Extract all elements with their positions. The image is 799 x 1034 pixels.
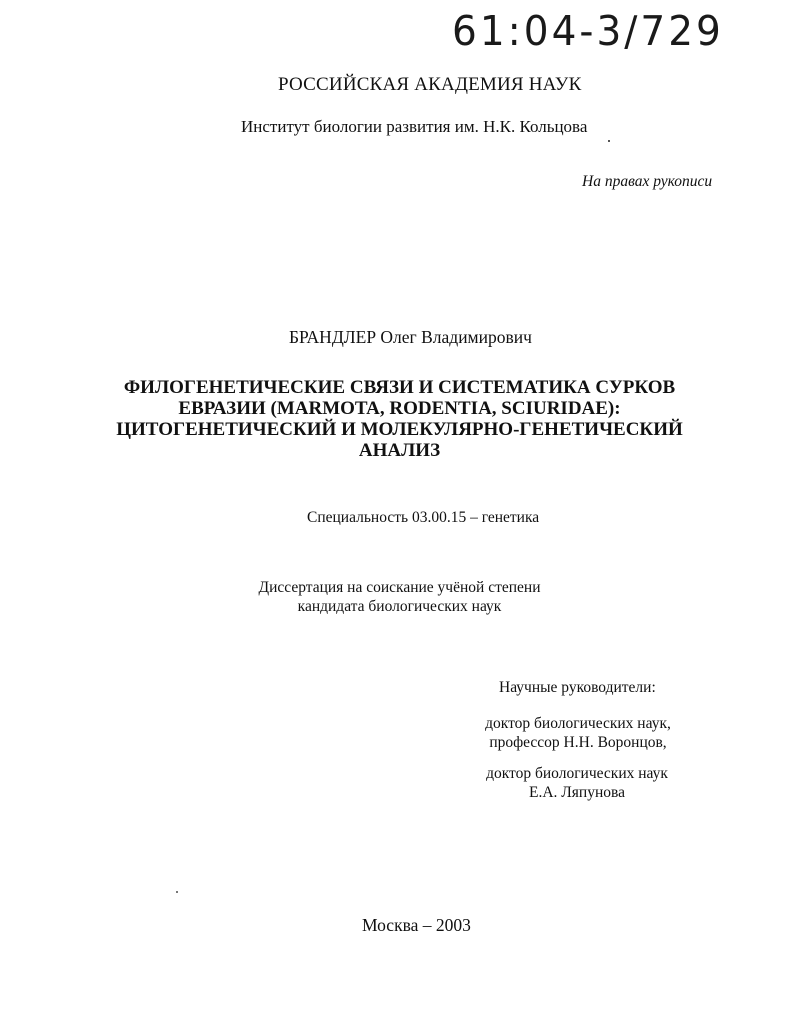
supervisor-first — [458, 714, 698, 752]
supervisor-degree: доктор биологических наук — [486, 765, 668, 782]
specialty-line: Специальность 03.00.15 – генетика — [307, 509, 540, 526]
supervisor-name: профессор Н.Н. Воронцов, — [489, 734, 667, 751]
title-line: АНАЛИЗ — [358, 440, 441, 461]
author-name: БРАНДЛЕР Олег Владимирович — [289, 327, 532, 347]
institute-name: Институт биологии развития им. Н.К. Кольцова — [241, 117, 588, 136]
title-line: ЦИТОГЕНЕТИЧЕСКИЙ И МОЛЕКУЛЯРНО-ГЕНЕТИЧЕСКИЙ — [116, 419, 683, 440]
degree-statement — [0, 578, 799, 616]
academy-name: РОССИЙСКАЯ АКАДЕМИЯ НАУК — [278, 74, 582, 95]
dissertation-title — [0, 377, 799, 461]
scan-speck — [176, 891, 178, 893]
degree-line: Диссертация на соискание учёной степени — [258, 579, 541, 596]
supervisor-degree: доктор биологических наук, — [485, 715, 671, 732]
manuscript-rights-note: На правах рукописи — [582, 173, 713, 190]
supervisors-heading: Научные руководители: — [499, 679, 656, 696]
supervisor-second — [457, 764, 697, 802]
degree-line: кандидата биологических наук — [297, 598, 502, 615]
scan-speck — [608, 140, 610, 142]
title-line: ЕВРАЗИИ (MARMOTA, RODENTIA, SCIURIDAE): — [178, 398, 621, 419]
supervisor-name: Е.А. Ляпунова — [528, 784, 625, 801]
handwritten-archive-number: 61:04-3/729 — [452, 8, 724, 56]
title-line: ФИЛОГЕНЕТИЧЕСКИЕ СВЯЗИ И СИСТЕМАТИКА СУРКОВ — [123, 377, 676, 398]
city-and-year: Москва – 2003 — [362, 915, 471, 935]
